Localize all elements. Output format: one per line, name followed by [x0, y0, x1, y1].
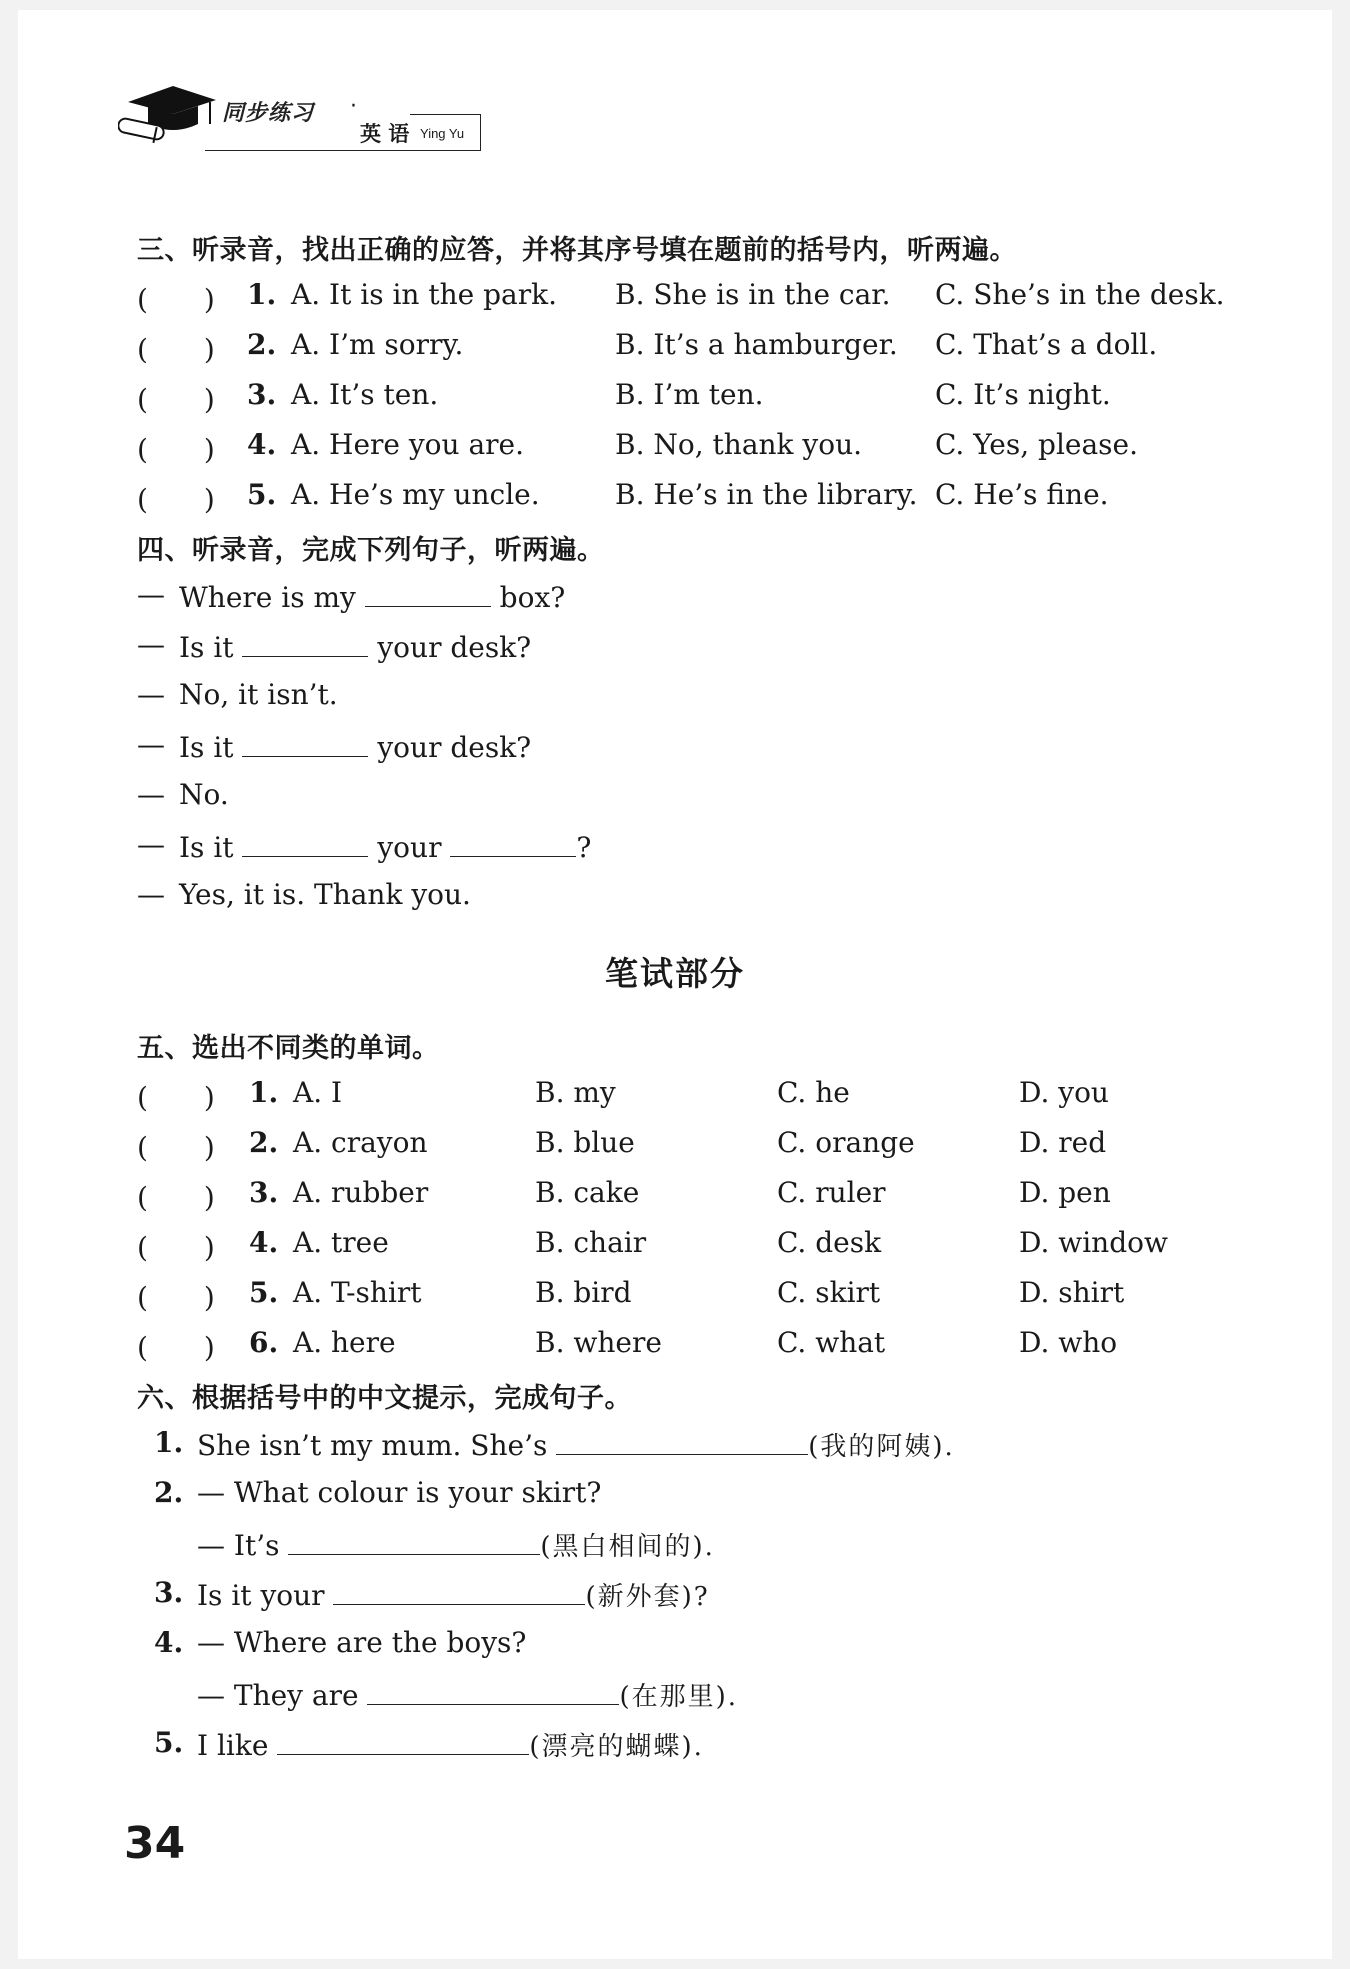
- series-title: 同步练习: [222, 101, 315, 126]
- answer-blank[interactable]: [450, 828, 576, 857]
- section6-q2: [137, 1476, 1237, 1516]
- option-a: A. I’m sorry.: [291, 328, 464, 361]
- option-b: B. blue: [535, 1126, 635, 1159]
- option-c: C. Yes, please.: [935, 428, 1138, 461]
- line-text: box?: [499, 581, 566, 614]
- sentence-text: — It’s: [197, 1529, 280, 1562]
- answer-paren[interactable]: ( ): [137, 283, 215, 316]
- sentence-text: I like: [197, 1729, 269, 1762]
- answer-paren[interactable]: ( ): [137, 1231, 215, 1264]
- section3-item: [137, 378, 1237, 418]
- option-a: A. He’s my uncle.: [291, 478, 540, 511]
- section3-item: [137, 328, 1237, 368]
- answer-paren[interactable]: ( ): [137, 333, 215, 366]
- answer-blank[interactable]: [333, 1576, 585, 1605]
- section6-q3: [137, 1576, 1237, 1616]
- sentence-text: She isn’t my mum. She’s: [197, 1429, 548, 1462]
- header-dot: ·: [350, 94, 357, 119]
- item-number: 5.: [154, 1726, 184, 1759]
- sentence-text: — What colour is your skirt?: [197, 1476, 602, 1509]
- section5-item: [137, 1326, 1237, 1366]
- section5-item: [137, 1076, 1237, 1116]
- option-c: C. what: [777, 1326, 886, 1359]
- answer-paren[interactable]: ( ): [137, 1281, 215, 1314]
- item-number: 5.: [247, 478, 277, 511]
- option-a: A. Here you are.: [291, 428, 525, 461]
- subject-label: 英 语: [360, 122, 410, 146]
- line-text: your desk?: [377, 631, 532, 664]
- section3-title: 三、听录音，找出正确的应答，并将其序号填在题前的括号内，听两遍。: [137, 235, 1017, 266]
- answer-blank[interactable]: [242, 828, 368, 857]
- option-a: A. crayon: [293, 1126, 428, 1159]
- chinese-hint: (新外套)?: [585, 1582, 710, 1612]
- item-number: 3.: [154, 1576, 184, 1609]
- graduation-cap-icon: [118, 84, 218, 148]
- dash: —: [137, 628, 165, 661]
- answer-paren[interactable]: ( ): [137, 1081, 215, 1114]
- line-text: Is it: [179, 731, 234, 764]
- option-d: D. window: [1019, 1226, 1168, 1259]
- option-c: C. orange: [777, 1126, 915, 1159]
- sentence-text: Is it your: [197, 1579, 325, 1612]
- section5-title: 五、选出不同类的单词。: [137, 1033, 440, 1064]
- option-a: A. It is in the park.: [291, 278, 557, 311]
- section3-item: [137, 478, 1237, 518]
- answer-paren[interactable]: ( ): [137, 383, 215, 416]
- option-a: A. rubber: [293, 1176, 429, 1209]
- option-c: C. ruler: [777, 1176, 886, 1209]
- chinese-hint: (漂亮的蝴蝶).: [529, 1732, 704, 1762]
- dialogue-line: [137, 678, 1237, 718]
- item-number: 1.: [154, 1426, 184, 1459]
- header-rule: [205, 150, 480, 151]
- written-part-title: 笔试部分: [605, 954, 745, 993]
- item-number: 2.: [247, 328, 277, 361]
- section5-item: [137, 1226, 1237, 1266]
- item-number: 3.: [247, 378, 277, 411]
- item-number: 5.: [249, 1276, 279, 1309]
- dialogue-line: [137, 628, 1237, 668]
- option-a: A. here: [293, 1326, 396, 1359]
- option-d: D. who: [1019, 1326, 1118, 1359]
- option-b: B. It’s a hamburger.: [615, 328, 898, 361]
- answer-blank[interactable]: [288, 1526, 540, 1555]
- section6-title: 六、根据括号中的中文提示，完成句子。: [137, 1383, 632, 1414]
- option-b: B. bird: [535, 1276, 632, 1309]
- section6-q1: [137, 1426, 1237, 1466]
- line-text: No, it isn’t.: [179, 678, 338, 711]
- sentence-text: — They are: [197, 1679, 359, 1712]
- header-frame: [410, 114, 481, 151]
- option-d: D. you: [1019, 1076, 1109, 1109]
- item-number: 1.: [247, 278, 277, 311]
- line-text: Yes, it is. Thank you.: [179, 878, 471, 911]
- section5-item: [137, 1126, 1237, 1166]
- answer-blank[interactable]: [242, 628, 368, 657]
- chinese-hint: (我的阿姨).: [808, 1432, 955, 1462]
- option-a: A. I: [293, 1076, 343, 1109]
- answer-paren[interactable]: ( ): [137, 1131, 215, 1164]
- option-a: A. It’s ten.: [291, 378, 439, 411]
- option-d: D. pen: [1019, 1176, 1111, 1209]
- option-b: B. where: [535, 1326, 662, 1359]
- section6-q2-answer: [137, 1526, 1237, 1566]
- option-b: B. I’m ten.: [615, 378, 764, 411]
- dash: —: [137, 878, 165, 911]
- option-a: A. T-shirt: [293, 1276, 422, 1309]
- option-b: B. my: [535, 1076, 616, 1109]
- chinese-hint: (在那里).: [619, 1682, 739, 1712]
- dialogue-line: [137, 878, 1237, 918]
- line-text: your desk?: [377, 731, 532, 764]
- answer-paren[interactable]: ( ): [137, 1181, 215, 1214]
- dialogue-line: [137, 728, 1237, 768]
- line-text: Is it: [179, 631, 234, 664]
- item-number: 2.: [154, 1476, 184, 1509]
- page-number: 34: [124, 1818, 186, 1869]
- dialogue-line: [137, 778, 1237, 818]
- option-a: A. tree: [293, 1226, 389, 1259]
- answer-blank[interactable]: [365, 578, 491, 607]
- item-number: 2.: [249, 1126, 279, 1159]
- line-text: Where is my: [179, 581, 356, 614]
- section6-q5: [137, 1726, 1237, 1766]
- dash: —: [137, 828, 165, 861]
- dialogue-line: [137, 578, 1237, 618]
- subject-pinyin: Ying Yu: [420, 126, 465, 141]
- option-c: C. He’s fine.: [935, 478, 1109, 511]
- section4-title: 四、听录音，完成下列句子，听两遍。: [137, 535, 605, 566]
- option-b: B. cake: [535, 1176, 640, 1209]
- option-c: C. desk: [777, 1226, 882, 1259]
- item-number: 4.: [249, 1226, 279, 1259]
- item-number: 6.: [249, 1326, 279, 1359]
- answer-paren[interactable]: ( ): [137, 433, 215, 466]
- section6-q4-answer: [137, 1676, 1237, 1716]
- option-b: B. No, thank you.: [615, 428, 863, 461]
- option-b: B. chair: [535, 1226, 647, 1259]
- item-number: 4.: [247, 428, 277, 461]
- dash: —: [137, 678, 165, 711]
- option-d: D. shirt: [1019, 1276, 1125, 1309]
- section5-item: [137, 1176, 1237, 1216]
- answer-blank[interactable]: [556, 1426, 808, 1455]
- option-c: C. She’s in the desk.: [935, 278, 1225, 311]
- option-b: B. She is in the car.: [615, 278, 891, 311]
- option-d: D. red: [1019, 1126, 1107, 1159]
- item-number: 4.: [154, 1626, 184, 1659]
- section5-item: [137, 1276, 1237, 1316]
- answer-blank[interactable]: [242, 728, 368, 757]
- chinese-hint: (黑白相间的).: [540, 1532, 715, 1562]
- item-number: 1.: [249, 1076, 279, 1109]
- section6-q4: [137, 1626, 1237, 1666]
- option-c: C. skirt: [777, 1276, 881, 1309]
- item-number: 3.: [249, 1176, 279, 1209]
- section3-item: [137, 428, 1237, 468]
- answer-blank[interactable]: [277, 1726, 529, 1755]
- line-text: Is it: [179, 831, 234, 864]
- option-c: C. It’s night.: [935, 378, 1111, 411]
- option-c: C. he: [777, 1076, 850, 1109]
- answer-blank[interactable]: [367, 1676, 619, 1705]
- line-text: No.: [179, 778, 229, 811]
- dash: —: [137, 778, 165, 811]
- sentence-text: — Where are the boys?: [197, 1626, 527, 1659]
- section3-item: [137, 278, 1237, 318]
- dialogue-line: [137, 828, 1237, 868]
- line-text: your: [377, 831, 442, 864]
- option-c: C. That’s a doll.: [935, 328, 1158, 361]
- option-b: B. He’s in the library.: [615, 478, 918, 511]
- dash: —: [137, 728, 165, 761]
- answer-paren[interactable]: ( ): [137, 1331, 215, 1364]
- line-text: ?: [576, 831, 592, 864]
- answer-paren[interactable]: ( ): [137, 483, 215, 516]
- dash: —: [137, 578, 165, 611]
